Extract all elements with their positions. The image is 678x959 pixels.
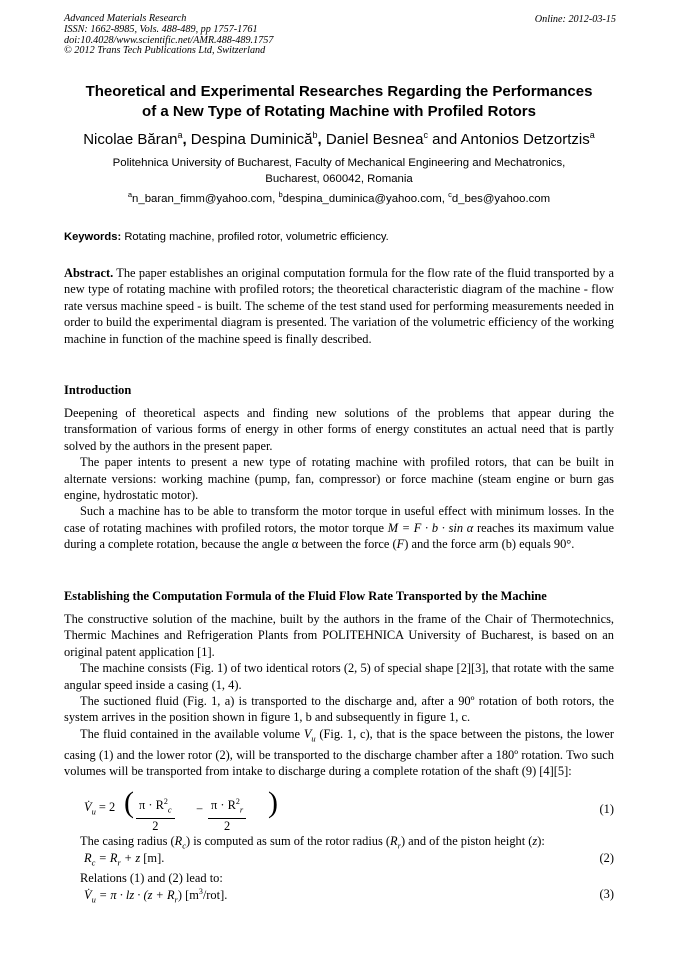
equation-3 bbox=[64, 887, 614, 905]
flow-rate-subscript: u bbox=[91, 806, 96, 817]
section2-paragraph: Relations (1) and (2) lead to: bbox=[80, 871, 223, 885]
exponent: 2 bbox=[235, 797, 240, 806]
eq2-term: + z bbox=[120, 851, 141, 865]
section2-heading: Establishing the Computation Formula of the Fluid Flow Rate Transported by the Machine bbox=[64, 589, 547, 603]
eq2-unit: [m]. bbox=[140, 851, 165, 865]
height-symbol: z bbox=[532, 834, 538, 848]
flow-rate-subscript: u bbox=[91, 894, 96, 905]
radius-symbol: R bbox=[174, 834, 183, 848]
affiliation-line-2: Bucharest, 060042, Romania bbox=[265, 173, 413, 185]
affiliation-line-1: Politehnica University of Bucharest, Faculty of Mechanical Engineering and Mechatronics, bbox=[112, 157, 566, 169]
radius-subscript: c bbox=[182, 840, 186, 851]
intro-text: ) and the force arm (b) equals 90°. bbox=[404, 537, 575, 552]
title-line-1: Theoretical and Experimental Researches Regarding the Performances bbox=[85, 83, 593, 100]
flow-rate-symbol: V̇ bbox=[84, 800, 92, 814]
abstract bbox=[64, 265, 614, 347]
author-affil-mark: b bbox=[312, 130, 318, 140]
author-name: Daniel Besnea bbox=[325, 131, 424, 148]
volume-subscript: u bbox=[311, 733, 316, 744]
title-line-2: of a New Type of Rotating Machine with Profiled Rotors bbox=[142, 103, 536, 120]
eq2-term: R bbox=[84, 851, 92, 865]
radius-subscript: c bbox=[167, 804, 172, 815]
email-mark: c bbox=[448, 190, 452, 199]
equation-2 bbox=[64, 851, 614, 868]
author-name: Despina Duminică bbox=[190, 131, 313, 148]
author-name: Nicolae Băran bbox=[83, 131, 178, 148]
fraction-2-denominator: 2 bbox=[223, 818, 231, 833]
author-affil-mark: a bbox=[589, 130, 595, 140]
eq3-unit: /rot]. bbox=[202, 888, 228, 903]
section2-text: The fluid contained in the available volume bbox=[80, 726, 304, 741]
intro-paragraph: The paper intents to present a new type of rotating machine with profiled rotors, that can be built in alternate versions: working machine (pump, fan, compressor) or force machine (steam engine or burn gas engine, hydrostatic motor). bbox=[64, 455, 614, 503]
email-mark: a bbox=[127, 190, 133, 199]
eq3-term: = π · lz · (z + R bbox=[95, 888, 175, 903]
numerator-text: π · R bbox=[211, 798, 236, 813]
affiliation bbox=[60, 155, 618, 187]
email-mark: b bbox=[278, 190, 283, 199]
author-affil-mark: c bbox=[423, 130, 428, 140]
radius-subscript: r bbox=[239, 804, 244, 815]
author-name: Antonios Detzortzis bbox=[460, 131, 590, 148]
author-separator: , bbox=[317, 131, 326, 148]
radius-symbol: R bbox=[390, 834, 398, 848]
author-separator: , bbox=[182, 131, 191, 148]
equals-sign: = 2 bbox=[95, 800, 116, 814]
fraction-1-denominator: 2 bbox=[152, 818, 159, 833]
eq3-unit: [m bbox=[181, 888, 199, 903]
intro-heading: Introduction bbox=[64, 383, 132, 397]
right-paren: ) bbox=[268, 786, 278, 819]
eq2-term: = R bbox=[95, 851, 118, 865]
section2-text: ) is computed as sum of the rotor radius ( bbox=[185, 834, 391, 848]
flow-rate-symbol: V̇ bbox=[84, 888, 92, 903]
equation-1-body bbox=[84, 800, 115, 816]
equation-number: (3) bbox=[599, 887, 614, 901]
author-list bbox=[0, 130, 678, 150]
fraction-1-numerator bbox=[136, 794, 175, 819]
journal-copyright: © 2012 Trans Tech Publications Ltd, Switzerland bbox=[64, 45, 266, 57]
left-paren: ( bbox=[124, 786, 134, 819]
fraction-2 bbox=[208, 794, 246, 834]
paper-title bbox=[40, 82, 638, 122]
author-affil-mark: a bbox=[177, 130, 183, 140]
section2-text: The casing radius ( bbox=[80, 834, 175, 848]
author-separator: and bbox=[427, 131, 461, 148]
abstract-text: The paper establishes an original computation formula for the flow rate of the fluid transported by a new type of rotating machine with profiled rotors; the theoretical characteristic diagram of the machine - flow rate versus machine speed - is built. The scheme of the test stand used for performing measurements needed in order to build the experimental diagram is presented. The variation of the volumetric efficiency of the working machine in function of the machine speed is finally described. bbox=[64, 266, 615, 346]
journal-doi[interactable]: doi:10.4028/www.scientific.net/AMR.488-489.1757 bbox=[64, 34, 274, 46]
equation-1 bbox=[64, 786, 614, 833]
journal-header bbox=[64, 14, 273, 57]
journal-issn: ISSN: 1662-8985, Vols. 488-489, pp 1757-1761 bbox=[64, 23, 258, 35]
intro-paragraph: Deepening of theoretical aspects and finding new solutions of the problems that appear during the transformation of various forms of energy in other forms of energy constitutes an actual need that is partly solved by the authors in the present paper. bbox=[64, 406, 614, 453]
email-link[interactable]: n_baran_fimm@yahoo.com, bbox=[132, 193, 279, 205]
keywords bbox=[64, 231, 389, 243]
abstract-label: Abstract. bbox=[64, 266, 114, 280]
email-link[interactable]: despina_duminica@yahoo.com, bbox=[282, 193, 449, 205]
section2-body-cont2 bbox=[64, 870, 614, 886]
intro-paragraph bbox=[64, 503, 614, 552]
eq2-subscript: r bbox=[117, 857, 121, 868]
intro-text: reaches its maximum value during a complete rotation, because the angle α between the force ( bbox=[64, 520, 614, 552]
section2-text: ) and of the piston height ( bbox=[400, 834, 533, 848]
equation-number: (2) bbox=[599, 851, 614, 865]
keywords-text: Rotating machine, profiled rotor, volumetric efficiency. bbox=[124, 231, 389, 243]
equation-number: (1) bbox=[599, 802, 614, 816]
section2-paragraph: The machine consists (Fig. 1) of two identical rotors (2, 5) of special shape [2][3], that rotate with the same angular speed inside a casing (1, 4). bbox=[64, 661, 614, 692]
eq3-paren: ) bbox=[177, 888, 182, 903]
equation-3-body bbox=[84, 887, 227, 905]
radius-subscript: r bbox=[397, 840, 401, 851]
section2-text: ): bbox=[537, 834, 545, 848]
online-date: Online: 2012-03-15 bbox=[534, 14, 616, 25]
email-link[interactable]: d_bes@yahoo.com bbox=[451, 193, 551, 205]
section2-paragraph: The constructive solution of the machine, built by the authors in the frame of the Chair of Thermotechnics, Thermic Machines and Refrigeration Plants from POLITEHNICA University of Bucharest, is based on an original patent application [1]. bbox=[64, 612, 614, 659]
force-symbol: F bbox=[396, 537, 405, 552]
eq3-subscript: r bbox=[174, 894, 178, 905]
introduction-body bbox=[64, 405, 614, 553]
intro-text: Such a machine has to be able to transform the motor torque in useful effect with minimum losses. In the case of rotating machines with profiled rotors, the motor torque bbox=[64, 504, 614, 535]
keywords-label: Keywords: bbox=[64, 231, 122, 243]
author-emails bbox=[0, 190, 678, 205]
exponent: 2 bbox=[163, 797, 168, 806]
equation-2-body bbox=[84, 851, 164, 867]
section2-paragraph: The suctioned fluid (Fig. 1, a) is transported to the discharge and, after a 90º rotation of both rotors, the system arrives in the position shown in figure 1, b and subsequently in figure 1, c. bbox=[64, 694, 614, 725]
journal-name: Advanced Materials Research bbox=[64, 13, 187, 24]
eq2-subscript: c bbox=[91, 857, 96, 868]
section2-paragraph bbox=[64, 726, 614, 780]
minus-sign: − bbox=[196, 802, 203, 816]
numerator-text: π · R bbox=[139, 798, 164, 813]
volume-symbol: V bbox=[303, 726, 312, 741]
section2-text: (Fig. 1, c), that is the space between the pistons, the lower casing (1) and the lower rotor (2), will be transported to the discharge chamber after a 180º rotation. Two such volumes will be transported from intake to discharge during a complete rotation of the shaft (9) [4][5]: bbox=[64, 726, 615, 779]
section2-body bbox=[64, 611, 614, 780]
fraction-2-numerator bbox=[208, 794, 246, 819]
eq3-unit-exponent: 3 bbox=[198, 887, 203, 896]
fraction-1 bbox=[136, 794, 175, 834]
torque-formula: M = F · b · sin α bbox=[387, 520, 474, 535]
